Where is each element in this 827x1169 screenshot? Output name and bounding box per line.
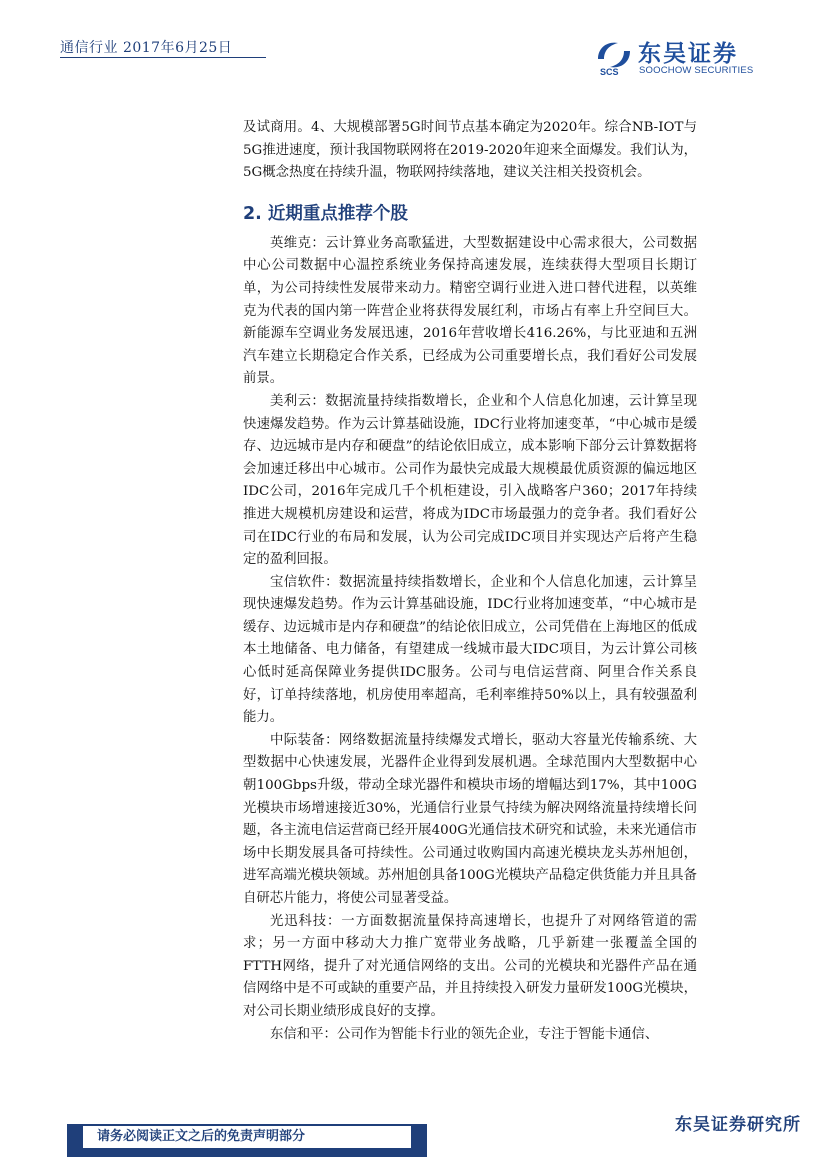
stock-paragraph-zhongji: 中际装备：网络数据流量持续爆发式增长，驱动大容量光传输系统、大型数据中心快速发展，光器件企业得到发展机遇。全球范围内大型数据中心朝100Gbps升级，带动全球光器件和模块市场的增幅达到17%，其中100G光模块市场增速接近30%，光通信行业景气持续为解决网络流量持续增长问题，各主流电信运营商已经开展400G光通信技术研究和试验，未来光通信市场中长期发展具备可持续性。公司通过收购国内高速光模块龙头苏州旭创，进军高端光模块领域。苏州旭创具备100G光模块产品稳定供货能力并且具备自研芯片能力，将使公司显著受益。 <box>243 732 697 906</box>
logo-mark-text: SCS <box>600 67 619 77</box>
stock-paragraph-eastcompeace: 东信和平：公司作为智能卡行业的领先企业，专注于智能卡通信、 <box>270 1026 659 1042</box>
stock-paragraph-baosight: 宝信软件：数据流量持续指数增长，企业和个人信息化加速，云计算呈现快速爆发趋势。作为云计算基础设施，IDC行业将加速变革，“中心城市是缓存、边远城市是内存和硬盘”的结论依旧成立，公司凭借在上海地区的低成本土地储备、电力储备，有望建成一线城市最大IDC项目，为云计算公司核心低时延高保障业务提供IDC服务。公司与电信运营商、阿里合作关系良好，订单持续落地，机房使用率超高，毛利率维持50%以上，具有较强盈利能力。 <box>243 574 697 726</box>
logo-chinese-name: 东吴证券 <box>638 41 738 67</box>
stock-paragraph-meiliyun: 美利云：数据流量持续指数增长，企业和个人信息化加速，云计算呈现快速爆发趋势。作为云计算基础设施，IDC行业将加速变革，“中心城市是缓存、边远城市是内存和硬盘”的结论依旧成立，成本影响下部分云计算数据将会加速迁移出中心城市。公司作为最快完成最大规模最优质资源的偏远地区IDC公司，2016年完成几千个机柜建设，引入战略客户360；2017年持续推进大规模机房建设和运营，将成为IDC市场最强力的竞争者。我们看好公司在IDC行业的布局和发展，认为公司完成IDC项目并实现达产后将产生稳定的盈利回报。 <box>243 393 697 568</box>
soochow-logo-icon <box>594 37 634 77</box>
report-date-header: 通信行业 2017年6月25日 <box>60 40 233 56</box>
footer-disclaimer: 请务必阅读正文之后的免责声明部分 <box>83 1126 411 1148</box>
header-underline <box>60 57 266 58</box>
footer-organization: 东吴证券研究所 <box>675 1115 801 1135</box>
stock-paragraph-invic: 英维克：云计算业务高歌猛进，大型数据建设中心需求很大，公司数据中心公司数据中心温控系统业务保持高速发展，连续获得大型项目长期订单，为公司持续性发展带来动力。精密空调行业进入进口替代进程，以英维克为代表的国内第一阵营企业将获得发展红利，市场占有率上升空间巨大。新能源车空调业务发展迅速，2016年营收增长416.26%，与比亚迪和五洲汽车建立长期稳定合作关系，已经成为公司重要增长点，我们看好公司发展前景。 <box>243 235 697 387</box>
report-body <box>243 117 697 1046</box>
logo-english-name: SOOCHOW SECURITIES <box>639 65 754 76</box>
soochow-logo <box>594 33 764 83</box>
intro-paragraph: 及试商用。4、大规模部署5G时间节点基本确定为2020年。综合NB-IOT与5G推进速度，预计我国物联网将在2019-2020年迎来全面爆发。我们认为，5G概念热度在持续升温，物联网持续落地，建议关注相关投资机会。 <box>243 120 697 181</box>
section-title: 2. 近期重点推荐个股 <box>243 203 408 224</box>
stock-paragraph-accelink: 光迅科技：一方面数据流量保持高速增长，也提升了对网络管道的需求；另一方面中移动大力推广宽带业务战略，几乎新建一张覆盖全国的FTTH网络，提升了对光通信网络的支出。公司的光模块和光器件产品在通信网络中是不可或缺的重要产品，并且持续投入研发力量研发100G光模块，对公司长期业绩形成良好的支撑。 <box>243 913 697 1019</box>
